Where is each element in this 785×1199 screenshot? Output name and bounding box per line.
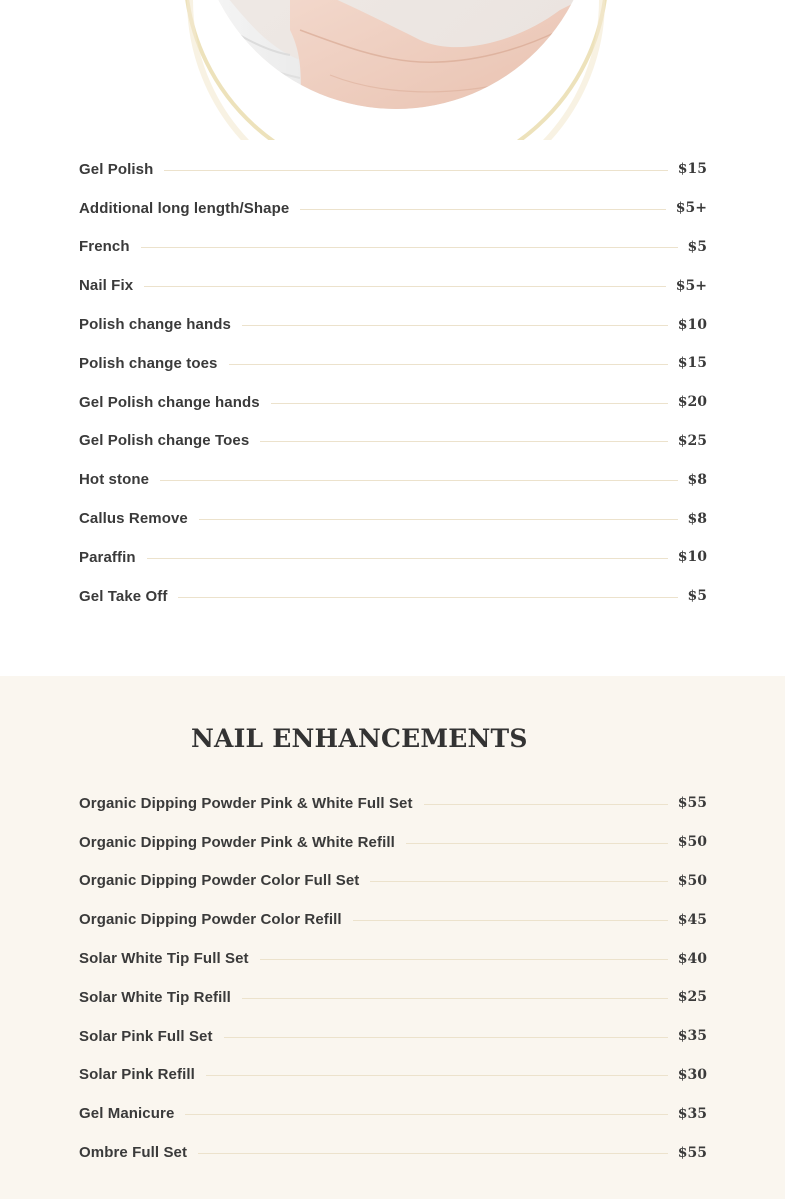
menu-item [79, 189, 707, 228]
menu-item-name: Ombre Full Set [79, 1144, 188, 1162]
services-section [0, 140, 785, 676]
dotted-leader-line [147, 558, 668, 559]
menu-item-name: Gel Polish change hands [79, 393, 260, 411]
menu-item-price: $25 [677, 989, 707, 1006]
menu-item [79, 344, 707, 383]
menu-item-name: Additional long length/Shape [79, 199, 290, 217]
menu-item-price: $45 [677, 911, 707, 928]
hero-circle-photo [0, 0, 785, 140]
hero-image-area [0, 0, 785, 140]
dotted-leader-line [353, 920, 668, 921]
dotted-leader-line [406, 843, 668, 844]
menu-item [79, 1133, 707, 1172]
menu-item-price: $5+ [675, 277, 707, 294]
menu-item-price: $20 [677, 394, 707, 411]
dotted-leader-line [260, 441, 667, 442]
dotted-leader-line [185, 1114, 667, 1115]
menu-item-name: Organic Dipping Powder Pink & White Refill [79, 833, 395, 851]
dotted-leader-line [141, 247, 678, 248]
menu-item [79, 978, 707, 1017]
menu-item-price: $15 [677, 161, 707, 178]
menu-item [79, 228, 707, 267]
menu-item-price: $30 [677, 1066, 707, 1083]
menu-item [79, 1056, 707, 1095]
menu-item [79, 383, 707, 422]
menu-item-name: Gel Take Off [79, 587, 168, 605]
dotted-leader-line [144, 286, 666, 287]
menu-item-name: Gel Manicure [79, 1105, 175, 1123]
menu-item-price: $40 [677, 950, 707, 967]
menu-item-price: $10 [677, 316, 707, 333]
dotted-leader-line [224, 1037, 668, 1038]
menu-item [79, 862, 707, 901]
menu-item [79, 266, 707, 305]
menu-item [79, 900, 707, 939]
menu-item [79, 499, 707, 538]
menu-item-price: $50 [677, 872, 707, 889]
menu-item [79, 823, 707, 862]
dotted-leader-line [178, 597, 677, 598]
menu-item-price: $50 [677, 834, 707, 851]
menu-item-price: $5 [687, 588, 707, 605]
menu-item-name: Solar White Tip Full Set [79, 950, 249, 968]
menu-item [79, 422, 707, 461]
menu-item-name: Paraffin [79, 548, 136, 566]
menu-item [79, 939, 707, 978]
dotted-leader-line [370, 881, 667, 882]
menu-item [79, 784, 707, 823]
menu-item [79, 460, 707, 499]
menu-item [79, 1017, 707, 1056]
nail-enhancements-section [0, 676, 785, 1199]
section-title: NAIL ENHANCEMENTS [191, 724, 528, 753]
menu-item [79, 577, 707, 616]
menu-item [79, 1094, 707, 1133]
menu-item-name: Gel Polish [79, 160, 154, 178]
menu-item [79, 538, 707, 577]
menu-item-price: $55 [677, 1144, 707, 1161]
menu-item-name: Nail Fix [79, 277, 134, 295]
menu-item-price: $35 [677, 1105, 707, 1122]
menu-item [79, 305, 707, 344]
services-list [79, 150, 707, 616]
dotted-leader-line [260, 959, 668, 960]
menu-item-name: Organic Dipping Powder Pink & White Full Set [79, 794, 413, 812]
dotted-leader-line [198, 1153, 668, 1154]
dotted-leader-line [242, 325, 668, 326]
menu-item-price: $35 [677, 1028, 707, 1045]
menu-item-name: Organic Dipping Powder Color Refill [79, 911, 342, 929]
enhancements-list [79, 784, 707, 1172]
menu-item-name: Solar White Tip Refill [79, 988, 231, 1006]
dotted-leader-line [424, 804, 668, 805]
menu-item-name: Polish change toes [79, 354, 218, 372]
menu-item-price: $10 [677, 549, 707, 566]
menu-item-name: Solar Pink Refill [79, 1066, 195, 1084]
menu-item-price: $15 [677, 355, 707, 372]
menu-item-name: Polish change hands [79, 316, 231, 334]
menu-item-name: Hot stone [79, 471, 150, 489]
menu-item-price: $55 [677, 795, 707, 812]
dotted-leader-line [199, 519, 678, 520]
menu-item-price: $5+ [675, 200, 707, 217]
dotted-leader-line [300, 209, 665, 210]
menu-item-name: French [79, 238, 130, 256]
menu-item-name: Gel Polish change Toes [79, 432, 250, 450]
dotted-leader-line [206, 1075, 668, 1076]
dotted-leader-line [164, 170, 667, 171]
menu-item-price: $5 [687, 238, 707, 255]
menu-item [79, 150, 707, 189]
dotted-leader-line [229, 364, 668, 365]
menu-item-price: $8 [687, 510, 707, 527]
menu-item-name: Callus Remove [79, 510, 188, 528]
dotted-leader-line [242, 998, 668, 999]
menu-item-price: $8 [687, 471, 707, 488]
menu-item-name: Solar Pink Full Set [79, 1027, 213, 1045]
menu-item-price: $25 [677, 432, 707, 449]
dotted-leader-line [160, 480, 677, 481]
menu-item-name: Organic Dipping Powder Color Full Set [79, 872, 360, 890]
dotted-leader-line [271, 403, 668, 404]
